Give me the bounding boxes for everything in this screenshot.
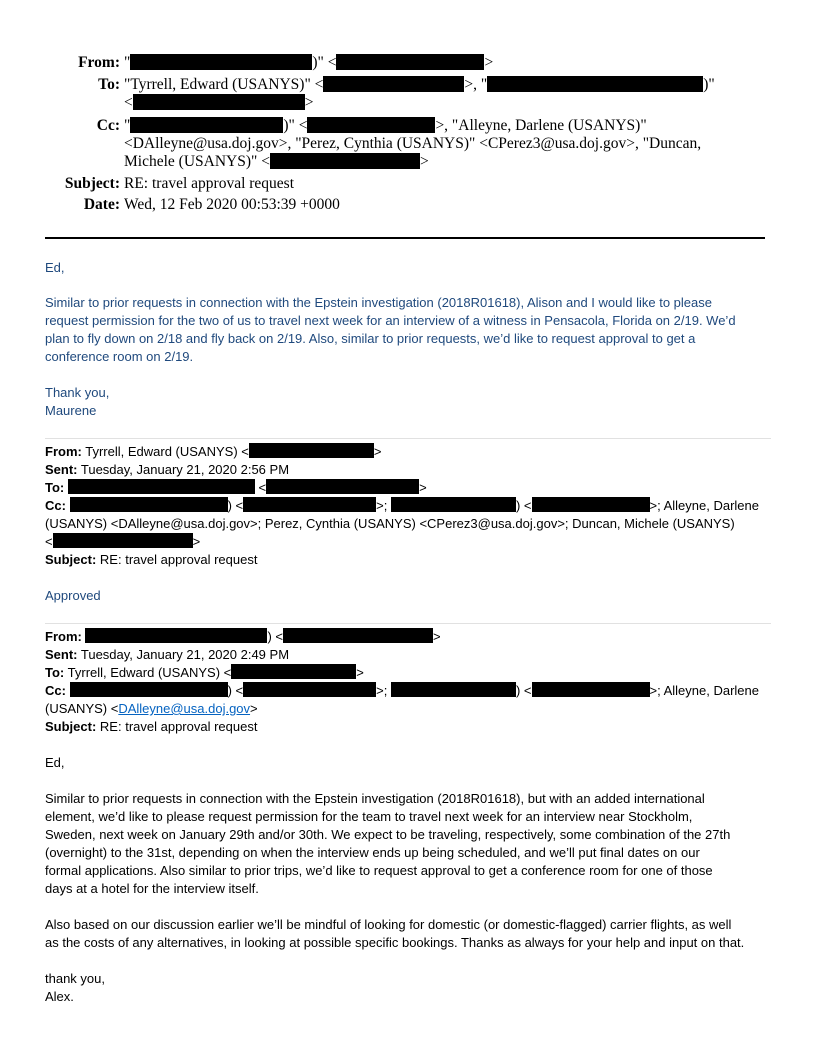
message3-greeting: Ed, xyxy=(45,755,65,770)
message2-body: Approved xyxy=(45,588,101,603)
redaction-block xyxy=(391,497,516,512)
redaction-block xyxy=(532,497,650,512)
message3-paragraph-1: Similar to prior requests in connection with the Epstein investigation (2018R01618), but with an added international element, we’d like to please request permission for the team to travel next week for an interview near Stockholm, Sweden, next week on January 29th and/or 30th. We expect to be traveling, respectively, some combination of the 27th (overnight) to the 31st, depending on when the interview ends up being scheduled, and we’ll put final dates on our formal applications. Also similar to prior trips, we’d like to request approval to get a conference room for one of those days at a hotel for the interview itself. xyxy=(45,791,731,896)
header-divider xyxy=(45,237,765,239)
message-divider xyxy=(45,438,771,439)
redaction-block xyxy=(336,54,484,70)
cc-text-2: <DAlleyne@usa.doj.gov>, "Perez, Cynthia (USANYS)" <CPerez3@usa.doj.gov>, "Duncan, xyxy=(124,135,702,152)
redaction-block xyxy=(85,628,267,643)
date-value: Wed, 12 Feb 2020 00:53:39 +0000 xyxy=(124,196,340,213)
redaction-block xyxy=(270,153,420,169)
redaction-block xyxy=(532,682,650,697)
message3-header: From: ) < > Sent: Tuesday, January 21, 2020 2:49 PM To: Tyrrell, Edward (USANYS) < > Cc: ) < >; ) < >; Alleyne, Darlene (USANYS) <DAlleyne@usa.doj.gov> Subject: RE: travel approval request xyxy=(45,629,759,734)
message1-signature: Maurene xyxy=(45,403,97,418)
redaction-block xyxy=(283,628,433,643)
cc-text-3: Michele (USANYS)" < xyxy=(124,153,270,170)
message1-closing: Thank you, xyxy=(45,385,110,400)
redaction-block xyxy=(266,479,419,494)
message1-body: Similar to prior requests in connection with the Epstein investigation (2018R01618), Alison and I would like to please request permission for the two of us to travel next week for an interview of a witness in Pensacola, Florida on 2/19. We’d plan to fly down on 2/18 and fly back on 2/19. Also, similar to prior requests, we’d like to request approval to get a conference room on 2/19. xyxy=(45,295,736,364)
subject-value: RE: travel approval request xyxy=(124,175,295,192)
redaction-block xyxy=(249,443,374,458)
redaction-block xyxy=(323,76,464,92)
redaction-block xyxy=(231,664,356,679)
redaction-block xyxy=(487,76,703,92)
redaction-block xyxy=(130,117,283,133)
redaction-block xyxy=(391,682,516,697)
to-label: To: xyxy=(98,76,120,93)
message1-greeting: Ed, xyxy=(45,260,65,275)
cc-text-1: >, "Alleyne, Darlene (USANYS)" xyxy=(435,117,647,134)
date-label: Date: xyxy=(83,196,120,213)
email-link[interactable]: DAlleyne@usa.doj.gov xyxy=(118,701,251,716)
to-name: "Tyrrell, Edward (USANYS)" < xyxy=(124,76,324,93)
message-divider xyxy=(45,623,771,624)
cc-label: Cc: xyxy=(96,117,120,134)
redaction-block xyxy=(243,497,376,512)
from-label: From: xyxy=(78,54,120,71)
message3-paragraph-2: Also based on our discussion earlier we’ll be mindful of looking for domestic (or domestic-flagged) carrier flights, as well as the costs of any alternatives, in looking at possible specific bookings. Thanks as always for your help and input on that. xyxy=(45,917,745,950)
redaction-block xyxy=(70,682,228,697)
redaction-block xyxy=(307,117,435,133)
redaction-block xyxy=(133,94,305,110)
redaction-block xyxy=(68,479,255,494)
message2-header: From: Tyrrell, Edward (USANYS) < > Sent: Tuesday, January 21, 2020 2:56 PM To: < > Cc: ) < >; ) < >; Alleyne, Darlene (USANYS) <DAlleyne@usa.doj.gov>; Perez, Cynthia (USANYS) <CPerez3@usa.doj.gov>; Duncan, Michele (USANYS) < > Subject: RE: travel approval request xyxy=(45,444,759,567)
subject-label: Subject: xyxy=(64,175,120,192)
redaction-block xyxy=(53,533,193,548)
message3-closing: thank you, xyxy=(45,971,105,986)
redaction-block xyxy=(70,497,228,512)
message3-signature: Alex. xyxy=(45,989,74,1004)
redaction-block xyxy=(243,682,376,697)
redaction-block xyxy=(130,54,312,70)
